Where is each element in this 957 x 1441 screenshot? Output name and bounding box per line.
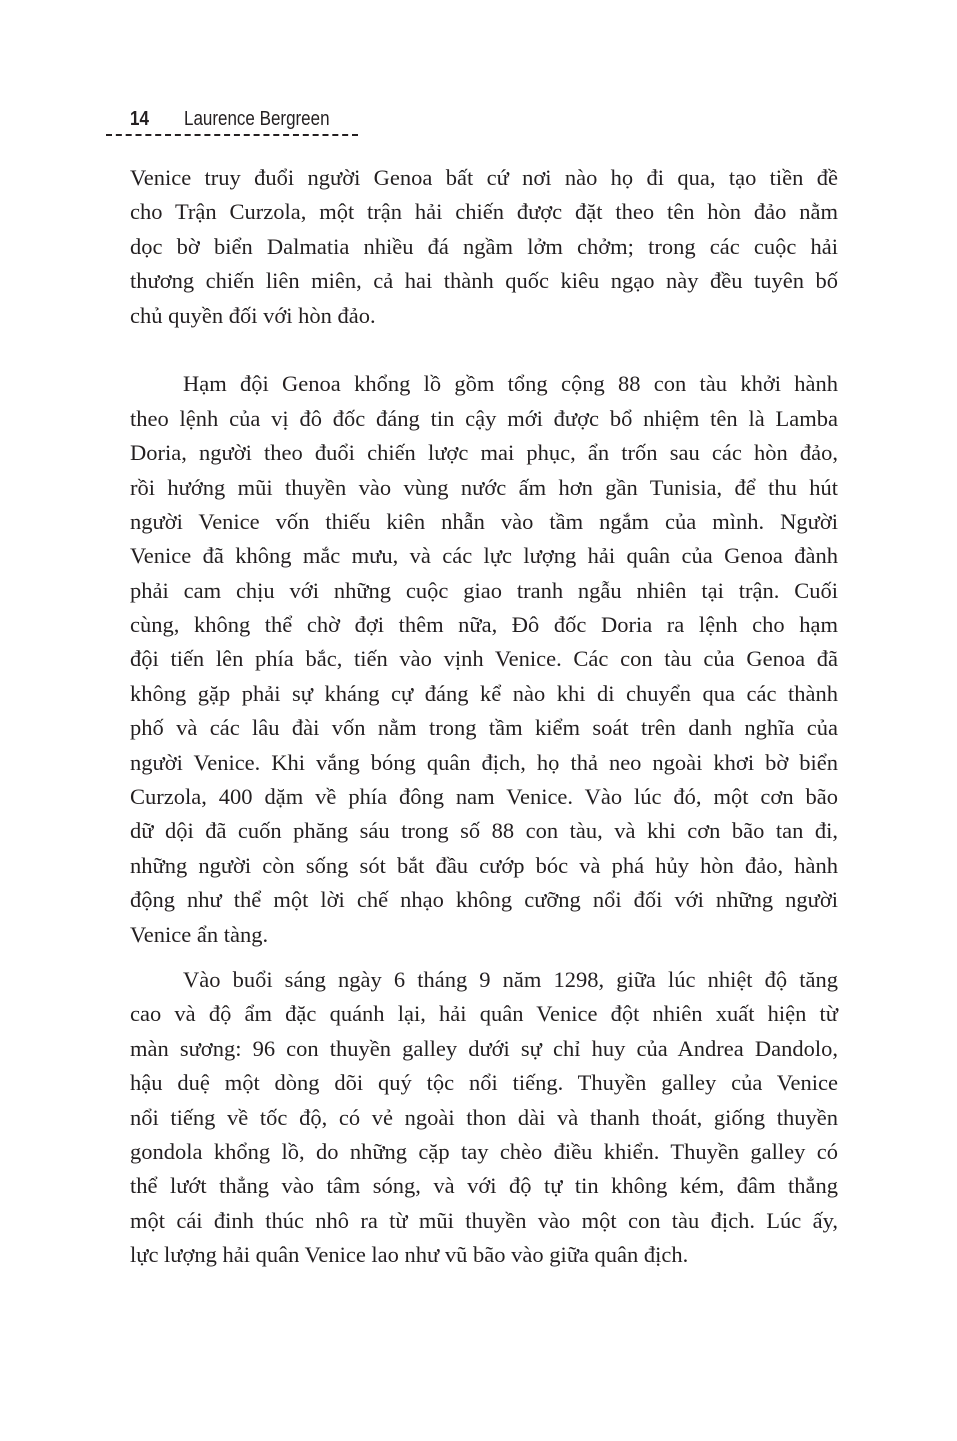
text-line: theo lệnh của vị đô đốc đáng tin cậy mới được bổ nhiệm tên là Lamba — [130, 405, 838, 431]
text-line: nổi tiếng về tốc độ, có vẻ ngoài thon dài và thanh thoát, giống thuyền — [130, 1104, 838, 1130]
text-line: động như thể một lời chế nhạo không cưỡng nổi đối với những người — [130, 887, 838, 913]
text-line: chủ quyền đối với hòn đảo. — [130, 302, 376, 328]
text-line: thể lướt thẳng vào tâm sóng, và với độ tự tin không kém, đâm thẳng — [130, 1173, 838, 1199]
text-line: Venice truy đuổi người Genoa bất cứ nơi nào họ đi qua, tạo tiền đề — [130, 165, 838, 190]
text-line: Doria, người theo đuổi chiến lược mai phục, ẩn trốn sau các hòn đảo, — [130, 440, 838, 466]
text-line: phố và các lâu đài vốn nằm trong tầm kiểm soát trên danh nghĩa của — [130, 715, 838, 741]
text-line: dọc bờ biển Dalmatia nhiều đá ngầm lởm chởm; trong các cuộc hải — [130, 233, 838, 259]
text-line: rồi hướng mũi thuyền vào vùng nước ấm hơn gần Tunisia, để thu hút — [130, 474, 838, 500]
text-line: không gặp phải sự kháng cự đáng kể nào khi di chuyển qua các thành — [130, 680, 838, 706]
page-number: 14 — [130, 108, 149, 130]
text-line: phải cam chịu với những cuộc giao tranh ngẫu nhiên tại trận. Cuối — [130, 577, 838, 603]
running-header — [106, 106, 358, 136]
text-line: màn sương: 96 con thuyền galley dưới sự chỉ huy của Andrea Dandolo, — [130, 1035, 838, 1061]
text-line: Venice đã không mắc mưu, và các lực lượng hải quân của Genoa đành — [130, 543, 838, 569]
text-line: người Venice. Khi vắng bóng quân địch, họ thả neo ngoài khơi bờ biển — [130, 749, 838, 775]
text-line: những người còn sống sót bắt đầu cướp bóc và phá hủy hòn đảo, hành — [130, 852, 838, 878]
body-text — [130, 161, 838, 1273]
text-line: người Venice vốn thiếu kiên nhẫn vào tầm ngắm của mình. Người — [130, 508, 838, 534]
text-line: thương chiến liên miên, cả hai thành quốc kiêu ngạo này đều tuyên bố — [130, 268, 838, 294]
paragraph — [130, 963, 838, 1273]
author-name: Laurence Bergreen — [184, 108, 330, 130]
text-line: Hạm đội Genoa khổng lồ gồm tổng cộng 88 con tàu khởi hành — [183, 371, 838, 397]
text-line: một cái đinh thúc nhô ra từ mũi thuyền vào một con tàu địch. Lúc ấy, — [130, 1207, 838, 1233]
text-line: dữ dội đã cuốn phăng sáu trong số 88 con tàu, và khi cơn bão tan đi, — [130, 818, 838, 844]
text-line: cho Trận Curzola, một trận hải chiến được đặt theo tên hòn đảo nằm — [130, 199, 838, 225]
text-line: Curzola, 400 dặm về phía đông nam Venice. Vào lúc đó, một cơn bão — [130, 784, 838, 810]
text-line: đội tiến lên phía bắc, tiến vào vịnh Venice. Các con tàu của Genoa đã — [130, 646, 838, 672]
text-line: Venice ẩn tàng. — [130, 921, 269, 947]
text-line: lực lượng hải quân Venice lao như vũ bão vào giữa quân địch. — [130, 1242, 689, 1268]
paragraph — [130, 367, 838, 952]
text-line: gondola khổng lồ, do những cặp tay chèo điều khiển. Thuyền galley có — [130, 1138, 838, 1164]
text-line: cùng, không thể chờ đợi thêm nữa, Đô đốc Doria ra lệnh cho hạm — [130, 612, 838, 638]
paragraph — [130, 161, 838, 333]
text-line: hậu duệ một dòng dõi quý tộc nổi tiếng. Thuyền galley của Venice — [130, 1070, 838, 1096]
text-line: Vào buổi sáng ngày 6 tháng 9 năm 1298, giữa lúc nhiệt độ tăng — [183, 966, 838, 992]
text-line: cao và độ ẩm đặc quánh lại, hải quân Venice đột nhiên xuất hiện từ — [130, 1001, 838, 1027]
